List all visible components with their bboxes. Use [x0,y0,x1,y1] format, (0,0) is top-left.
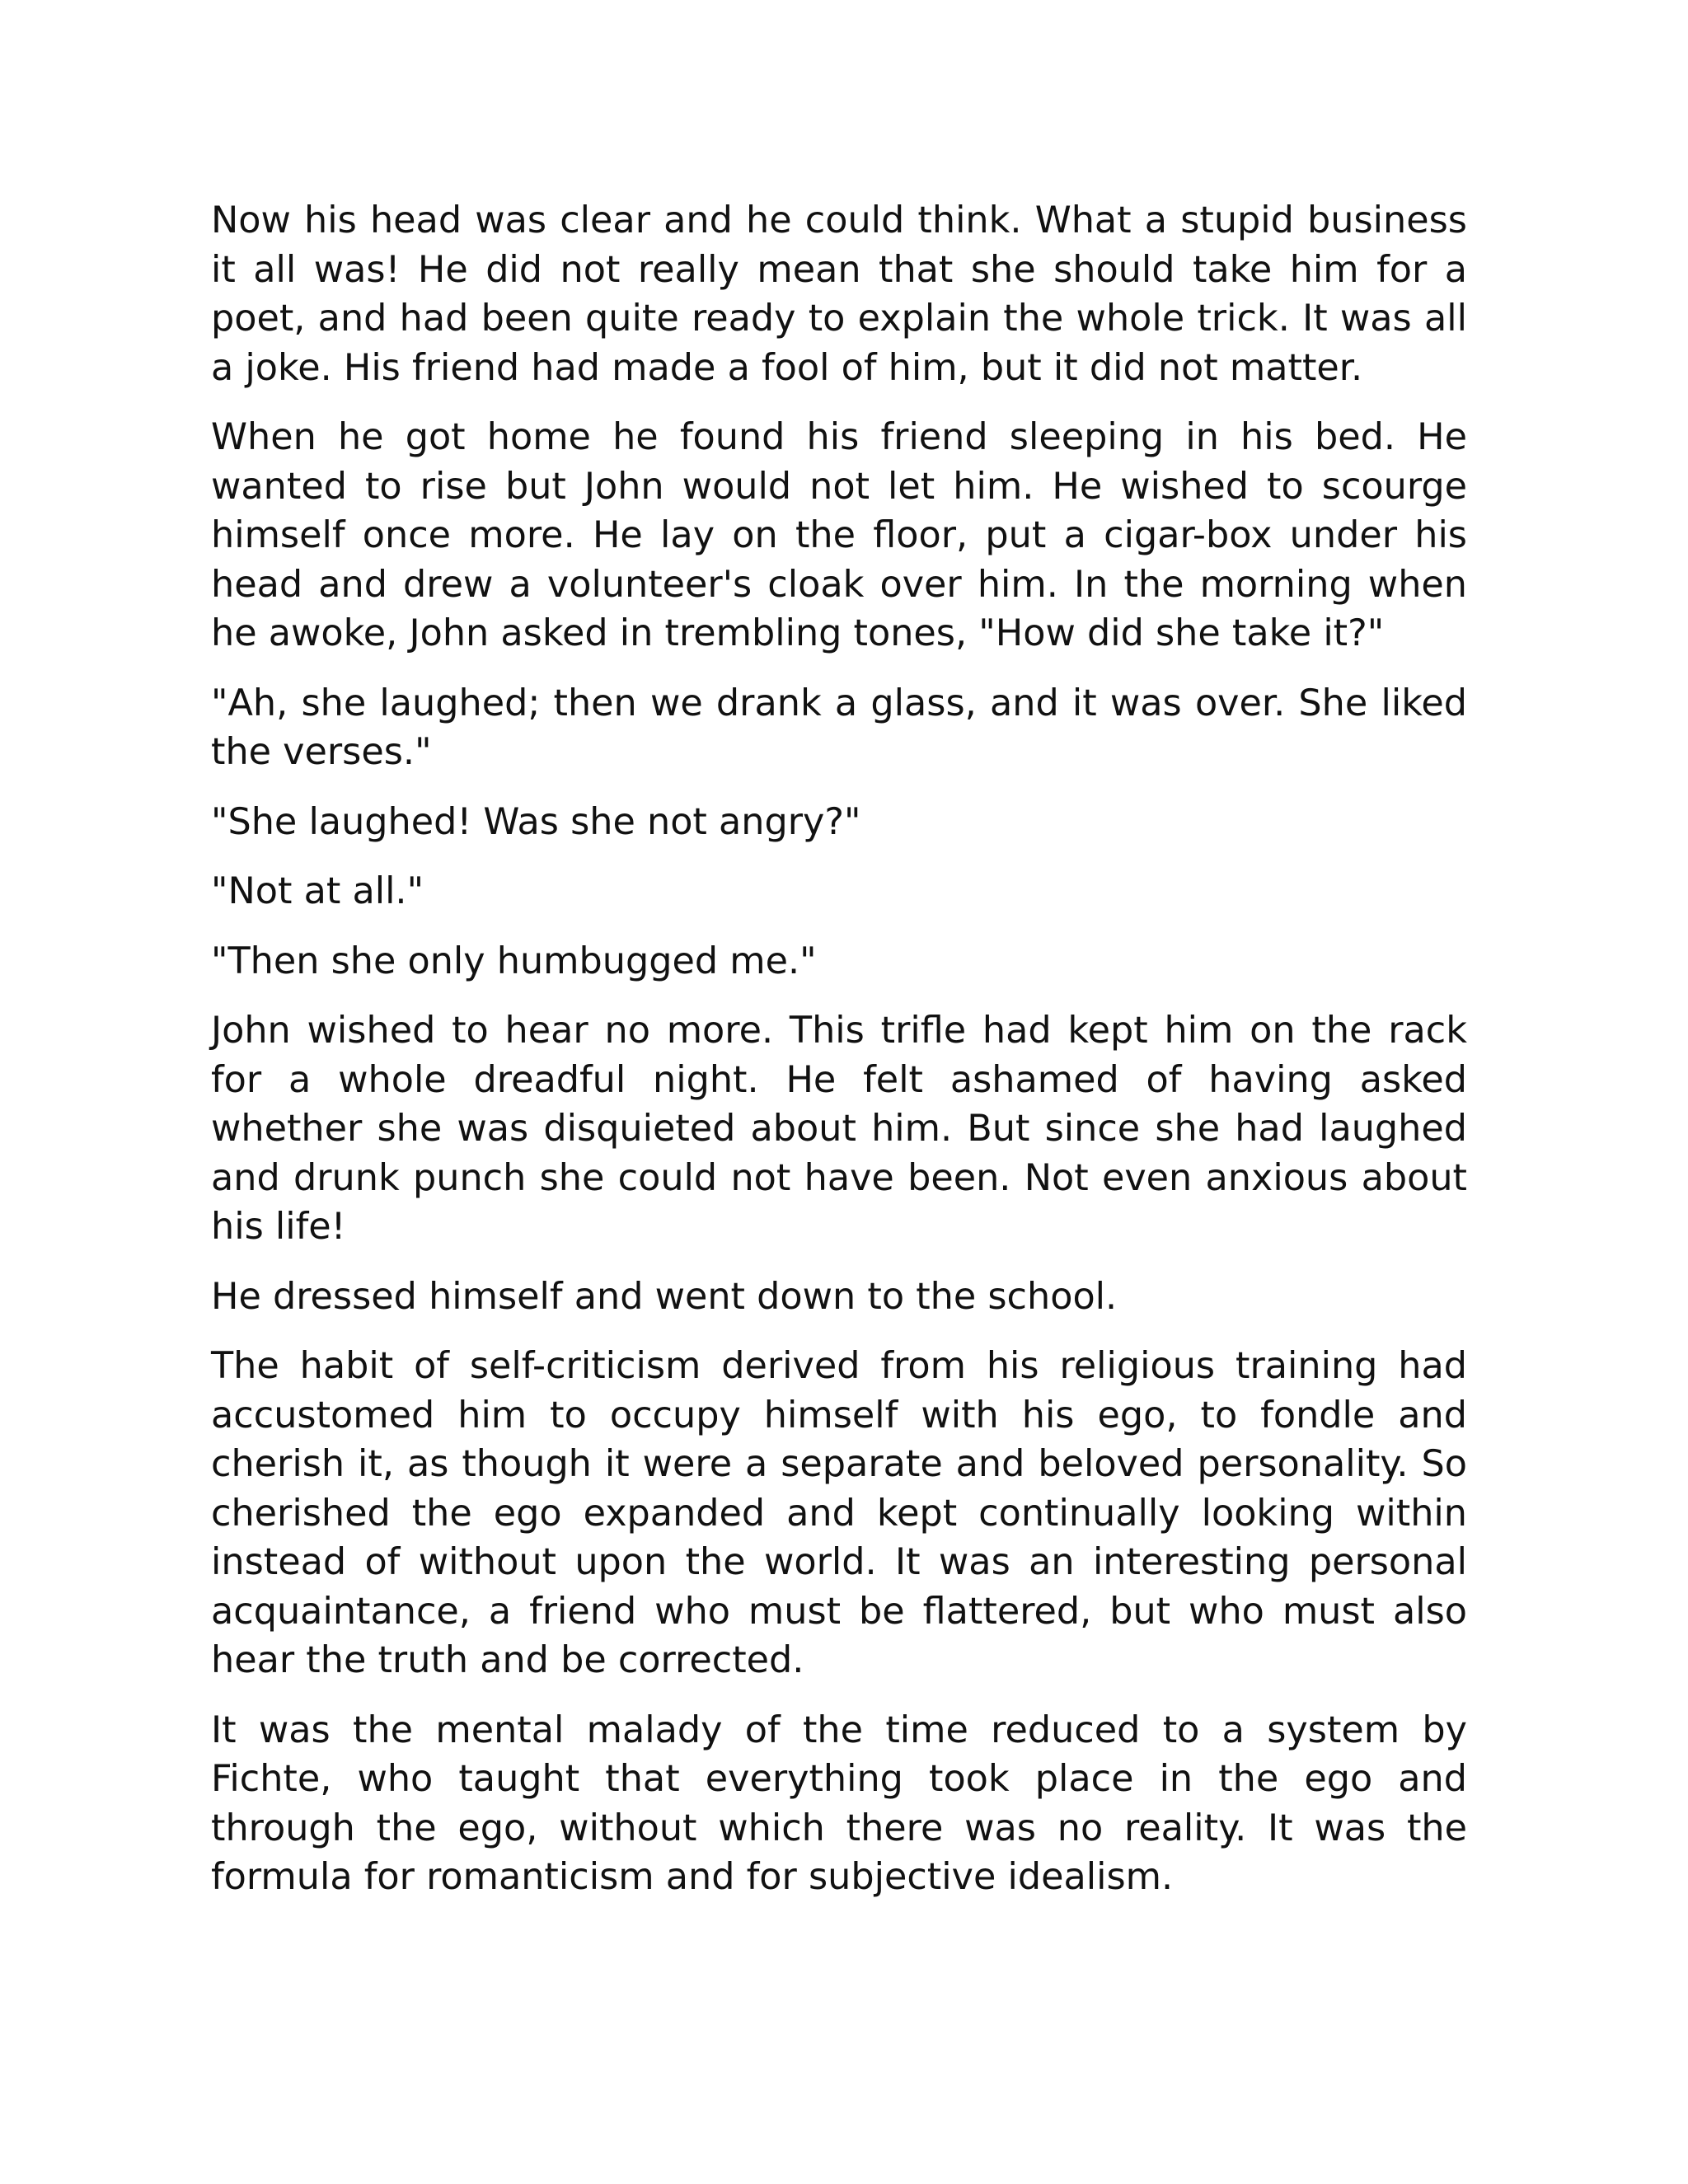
paragraph: He dressed himself and went down to the school. [211,1275,1118,1318]
paragraph: It was the mental malady of the time reduced to a system by Fichte, who taught that everything took place in the ego and through the ego, without which there was no reality. It was the formula for romanticism and for subjective idealism. [211,1708,1467,1898]
paragraph: The habit of self-criticism derived from his religious training had accustomed him to occupy himself with his ego, to fondle and cherish it, as though it were a separate and beloved personality. So cherished the ego expanded and kept continually looking within instead of without upon the world. It was an interesting personal acquaintance, a friend who must be flattered, but who must also hear the truth and be corrected. [211,1345,1467,1681]
paragraph: "Ah, she laughed; then we drank a glass, and it was over. She liked the verses." [211,682,1467,773]
paragraph: When he got home he found his friend sleeping in his bed. He wanted to rise but John would not let him. He wished to scourge himself once more. He lay on the floor, put a cigar-box under his head and drew a volunteer's cloak over him. In the morning when he awoke, John asked in trembling tones, "How did she take it?" [211,416,1467,654]
paragraph: John wished to hear no more. This trifle had kept him on the rack for a whole dreadful night. He felt ashamed of having asked whether she was disquieted about him. But since she had laughed and drunk punch she could not have been. Not even anxious about his life! [211,1010,1467,1248]
paragraph: "Not at all." [211,870,424,912]
paragraph: "Then she only humbugged me." [211,940,817,982]
document-page [211,196,1467,1923]
paragraph: Now his head was clear and he could think. What a stupid business it all was! He did not really mean that she should take him for a poet, and had been quite ready to explain the whole trick. It was all a joke. His friend had made a fool of him, but it did not matter. [211,199,1467,389]
paragraph: "She laughed! Was she not angry?" [211,800,861,843]
